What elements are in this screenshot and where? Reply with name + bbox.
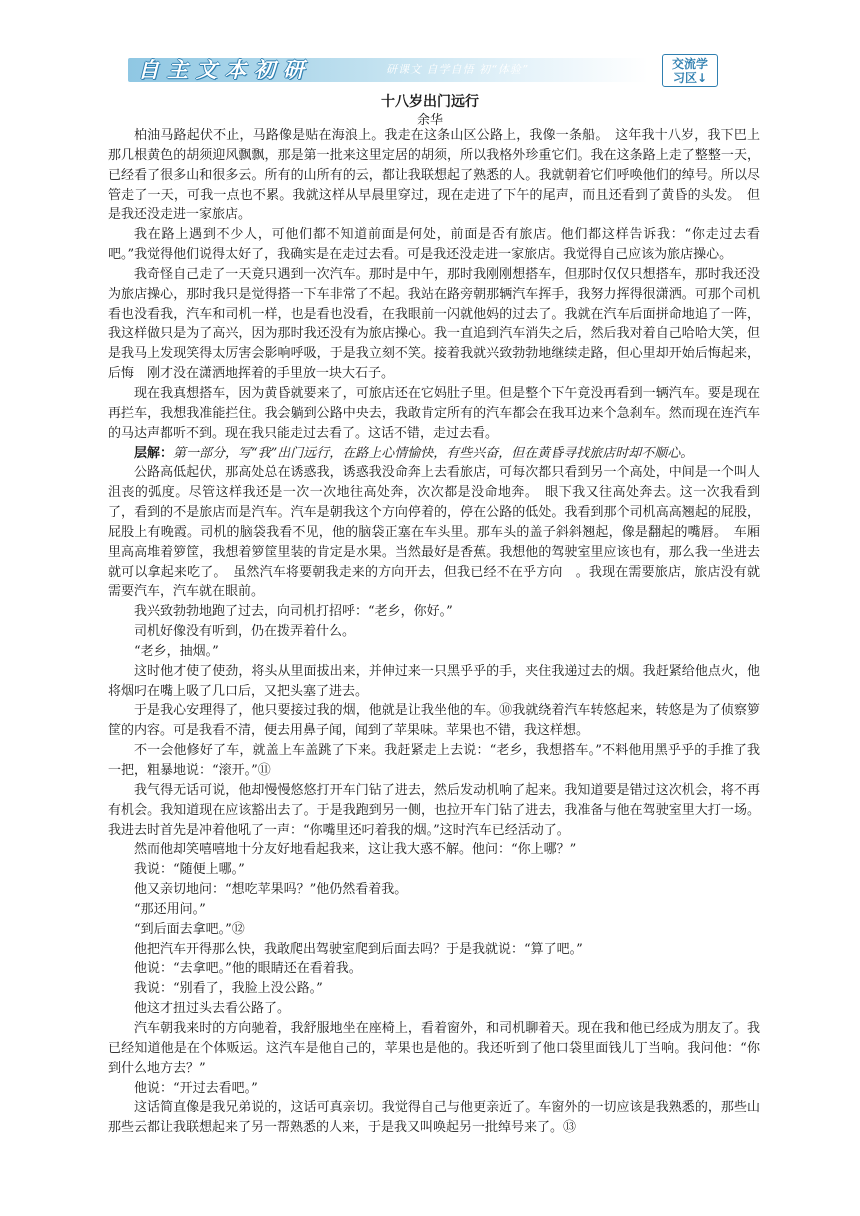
paragraph: 我说：“随便上哪。” [134, 862, 245, 878]
paragraph: 汽车朝我来时的方向驰着，我舒服地坐在座椅上，看着窗外，和司机聊着天。现在我和他已经成为朋友了。我已经知道他是在个体贩运。这汽车是他自己的，苹果也是他的。我还听到了他口袋里面钱儿丁当响。我问他：“你到什么地方去？” [108, 1020, 760, 1076]
paragraph: 司机好像没有听到，仍在拨弄着什么。 [134, 624, 356, 640]
article-author: 余华 [416, 113, 443, 128]
paragraph: 他这才扭过头去看公路了。 [134, 1001, 291, 1017]
paragraph: 柏油马路起伏不止，马路像是贴在海浪上。我走在这条山区公路上，我像一条船。 这年我十八岁，我下巴上那几根黄色的胡须迎风飘飘，那是第一批来这里定居的胡须，所以我格外珍重它们。我在这条路上走了整整一天，已经看了很多山和很多云。所有的山所有的云，都让我联想起了熟悉的人。我就朝着它们呼唤他们的绰号。所以尽管走了一天，可我一点也不累。我就这样从早晨里穿过，现在走进了下午的尾声，而且还看到了黄昏的头发。 但是我还没走进一家旅店。 [108, 128, 760, 223]
analysis-label: 层解： [134, 445, 174, 461]
analysis-text: 第一部分，写“我”出门远行，在路上心情愉快，有些兴奋，但在黄昏寻找旅店时却不顺心。 [173, 445, 694, 461]
paragraph: 于是我心安理得了，他只要接过我的烟，他就是让我坐他的车。⑩我就绕着汽车转悠起来，转悠是为了侦察箩筐的内容。可是我看不清，便去用鼻子闻，闻到了苹果味。苹果也不错，我这样想。 [108, 703, 760, 739]
paragraph: 我奇怪自己走了一天竟只遇到一次汽车。那时是中午，那时我刚刚想搭车，但那时仅仅只想搭车，那时我还没为旅店操心，那时我只是觉得搭一下车非常了不起。我站在路旁朝那辆汽车挥手，我努力挥得很潇洒。可那个司机看也没看我，汽车和司机一样，也是看也没看，在我眼前一闪就他妈的过去了。我就在汽车后面拼命地追了一阵，我这样做只是为了高兴，因为那时我还没有为旅店操心。我一直追到汽车消失之后，然后我对着自己哈哈大笑，但是我马上发现笑得太厉害会影响呼吸，于是我立刻不笑。接着我就兴致勃勃地继续走路，但心里却开始后悔起来，后悔 刚才没在潇洒地挥着的手里放一块大石子。 [108, 266, 760, 382]
paragraph: 我气得无话可说，他却慢慢悠悠打开车门钻了进去，然后发动机响了起来。我知道要是错过这次机会，将不再有机会。我知道现在应该豁出去了。于是我跑到另一侧，也拉开车门钻了进去，我准备与他在驾驶室里大打一场。我进去时首先是冲着他吼了一声：“你嘴里还叼着我的烟。”这时汽车已经活动了。 [108, 782, 760, 838]
section-banner [128, 52, 728, 88]
exchange-box-line1: 交流学 [671, 57, 708, 71]
exchange-box-line2: 习区↓ [672, 71, 708, 85]
banner-subtitle: 研课文 自学自悟 初“体验” [386, 63, 529, 76]
article-title: 十八岁出门远行 [381, 94, 479, 110]
paragraph: 他又亲切地问：“想吃苹果吗？”他仍然看着我。 [134, 882, 408, 898]
banner-title: 自主文本初研 [138, 58, 312, 82]
article-body [108, 126, 760, 1138]
paragraph: 我说：“别看了，我脸上没公路。” [134, 981, 323, 997]
paragraph: 不一会他修好了车，就盖上车盖跳了下来。我赶紧走上去说：“老乡，我想搭车。”不料他用黑乎乎的手推了我一把，粗暴地说：“滚开。”⑪ [108, 743, 760, 778]
paragraph: 我在路上遇到不少人，可他们都不知道前面是何处，前面是否有旅店。他们都这样告诉我：“你走过去看吧。”我觉得他们说得太好了，我确实是在走过去看。可是我还没走进一家旅店。我觉得自己应该为旅店操心。 [108, 227, 760, 263]
exchange-area-box [662, 54, 718, 87]
paragraph: 他说：“去拿吧。”他的眼睛还在看着我。 [134, 961, 362, 977]
paragraph: “那还用问。” [134, 901, 206, 917]
paragraph: 公路高低起伏，那高处总在诱惑我，诱惑我没命奔上去看旅店，可每次都只看到另一个高处，中间是一个叫人沮丧的弧度。尽管这样我还是一次一次地往高处奔，次次都是没命地奔。 眼下我又往高处奔去。这一次我看到了，看到的不是旅店而是汽车。汽车是朝我这个方向停着的，停在公路的低处。我看到那个司机高高翘起的屁股，屁股上有晚霞。司机的脑袋我看不见，他的脑袋正塞在车头里。那车头的盖子斜斜翘起，像是翻起的嘴唇。 车厢里高高堆着箩筐，我想着箩筐里装的肯定是水果。当然最好是香蕉。我想他的驾驶室里应该也有，那么我一坐进去就可以拿起来吃了。 虽然汽车将要朝我走来的方向开去，但我已经不在乎方向 。我现在需要旅店，旅店没有就需要汽车，汽车就在眼前。 [108, 465, 760, 600]
analysis-note [108, 444, 760, 464]
paragraph: 他说：“开过去看吧。” [134, 1080, 258, 1096]
paragraph: 这时他才使了使劲，将头从里面拔出来，并伸过来一只黑乎乎的手，夹住我递过去的烟。我赶紧给他点火，他将烟叼在嘴上吸了几口后，又把头塞了进去。 [108, 663, 760, 699]
paragraph: 这话简直像是我兄弟说的，这话可真亲切。我觉得自己与他更亲近了。车窗外的一切应该是我熟悉的，那些山那些云都让我联想起来了另一帮熟悉的人来，于是我又叫唤起另一批绰号来了。⑬ [108, 1100, 760, 1136]
paragraph: “老乡，抽烟。” [134, 643, 219, 659]
paragraph: 我兴致勃勃地跑了过去，向司机打招呼：“老乡，你好。” [134, 604, 453, 620]
paragraph: 然而他却笑嘻嘻地十分友好地看起我来，这让我大惑不解。他问：“你上哪？” [134, 842, 577, 858]
paragraph: “到后面去拿吧。”⑫ [134, 921, 245, 937]
paragraph: 他把汽车开得那么快，我敢爬出驾驶室爬到后面去吗？于是我就说：“算了吧。” [134, 941, 583, 957]
paragraph: 现在我真想搭车，因为黄昏就要来了，可旅店还在它妈肚子里。但是整个下午竟没再看到一辆汽车。要是现在再拦车，我想我准能拦住。我会躺到公路中央去，我敢肯定所有的汽车都会在我耳边来个急刹车。然而现在连汽车的马达声都听不到。现在我只能走过去看了。这话不错，走过去看。 [108, 385, 760, 441]
